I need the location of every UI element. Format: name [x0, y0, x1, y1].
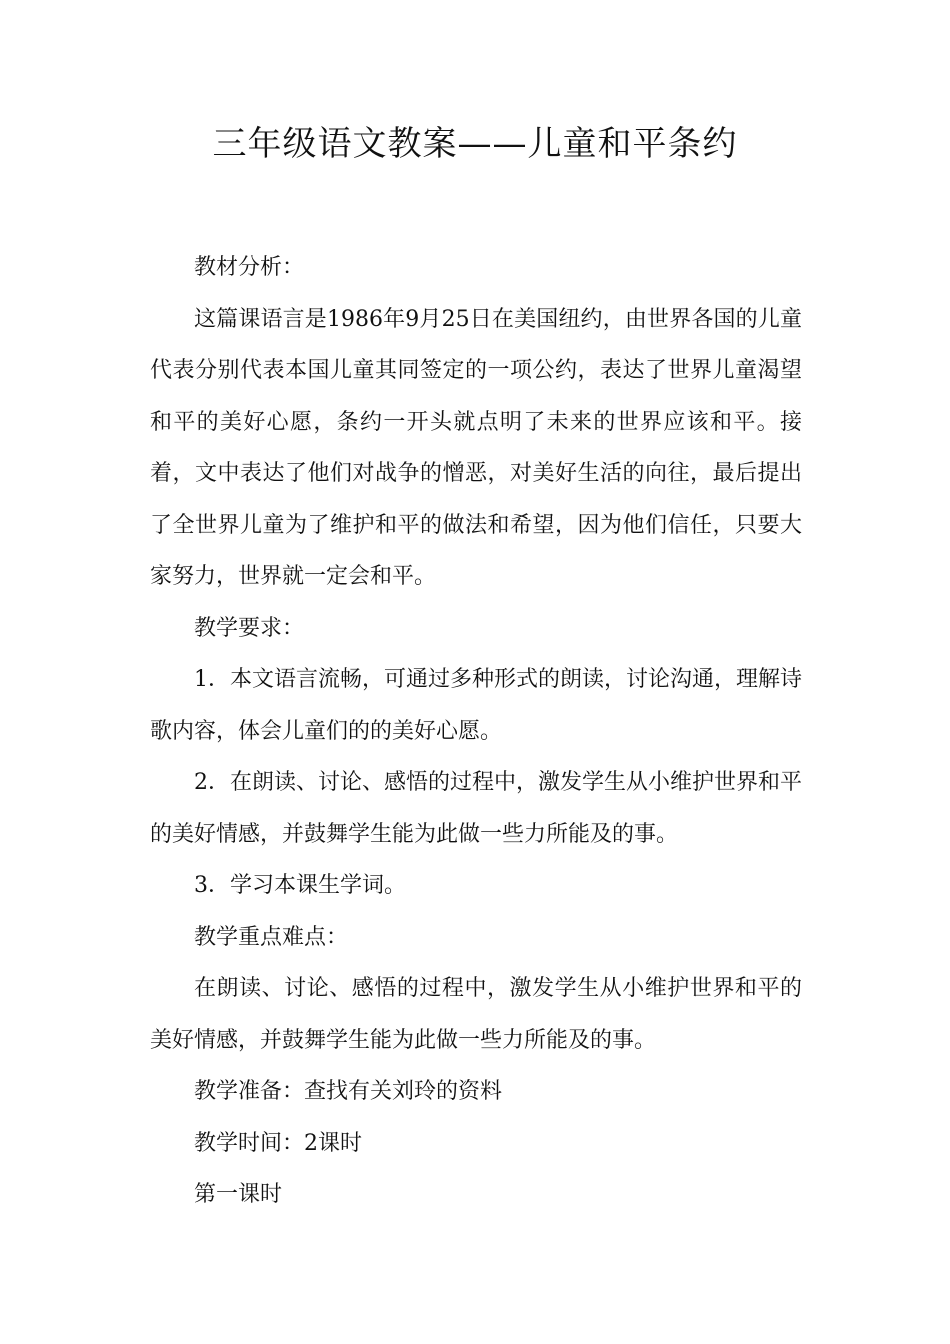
requirement-item-1: 1．本文语言流畅，可通过多种形式的朗读，讨论沟通，理解诗歌内容，体会儿童们的的美好心愿。 — [150, 667, 802, 744]
requirements-heading: 教学要求： — [194, 615, 305, 641]
requirement-item-2: 2．在朗读、讨论、感悟的过程中，激发学生从小维护世界和平的美好情感，并鼓舞学生能为此做一些力所能及的事。 — [150, 770, 802, 847]
teaching-preparation: 教学准备：查找有关刘玲的资料 — [194, 1079, 503, 1104]
analysis-paragraph: 这篇课语言是1986年9月25日在美国纽约，由世界各国的儿童代表分别代表本国儿童其同签定的一项公约，表达了世界儿童渴望和平的美好心愿，条约一开头就点明了未来的世界应该和平。接着，文中表达了他们对战争的憎恶，对美好生活的向往，最后提出了全世界儿童为了维护和平的做法和希望，因为他们信任，只要大家努力，世界就一定会和平。 — [150, 306, 802, 589]
analysis-heading: 教材分析： — [194, 255, 305, 280]
document-body — [150, 242, 802, 1221]
document-title: 三年级语文教案——儿童和平条约 — [212, 124, 738, 164]
first-lesson-heading: 第一课时 — [194, 1182, 283, 1207]
requirement-item-3: 3．学习本课生学词。 — [194, 873, 406, 898]
teaching-duration: 教学时间：2课时 — [194, 1130, 362, 1156]
key-points-heading: 教学重点难点： — [194, 924, 349, 950]
key-points-paragraph: 在朗读、讨论、感悟的过程中，激发学生从小维护世界和平的美好情感，并鼓舞学生能为此做一些力所能及的事。 — [150, 976, 802, 1053]
